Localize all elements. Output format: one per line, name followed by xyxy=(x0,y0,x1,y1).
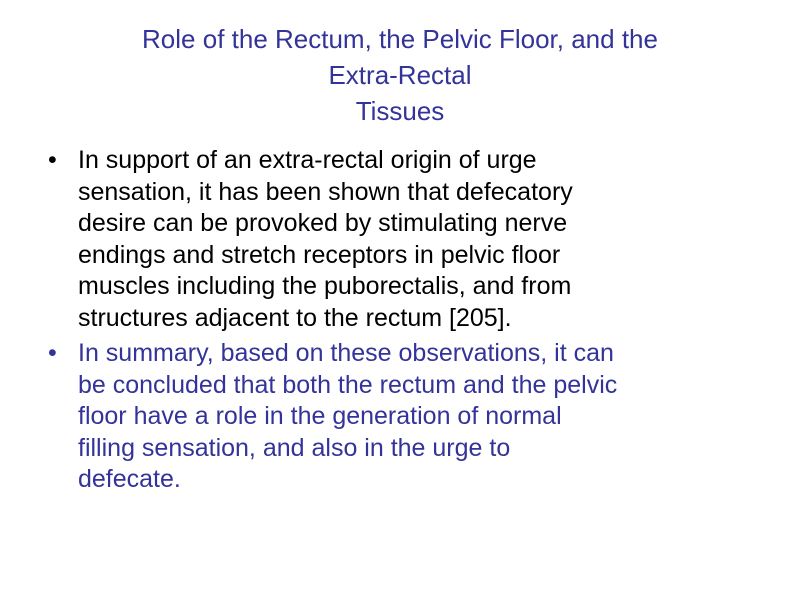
bullet-dot-icon: • xyxy=(48,339,57,367)
bullet-line: In support of an extra-rectal origin of urge xyxy=(78,146,537,174)
bullet-line: be concluded that both the rectum and the pelvic xyxy=(78,370,618,399)
bullet-line: floor have a role in the generation of normal xyxy=(78,402,562,430)
slide-title xyxy=(60,21,740,129)
bullet-line: structures adjacent to the rectum [205]. xyxy=(78,303,512,332)
bullet-line: filling sensation, and also in the urge to xyxy=(78,433,511,462)
title-line: Extra-Rectal xyxy=(328,60,472,90)
bullet-line: defecate. xyxy=(78,465,181,493)
bullet-list xyxy=(46,145,766,500)
bullet-line: endings and stretch receptors in pelvic floor xyxy=(78,240,561,269)
bullet-item xyxy=(46,145,766,334)
bullet-text xyxy=(78,145,766,334)
bullet-line: muscles including the puborectalis, and from xyxy=(78,272,572,300)
bullet-item xyxy=(46,338,766,496)
bullet-dot-icon: • xyxy=(48,146,57,174)
bullet-text xyxy=(78,338,766,496)
title-line: Tissues xyxy=(355,96,445,126)
bullet-line: desire can be provoked by stimulating nerve xyxy=(78,209,568,237)
title-line: Role of the Rectum, the Pelvic Floor, and the xyxy=(142,24,658,54)
bullet-line: sensation, it has been shown that defecatory xyxy=(78,177,573,206)
bullet-line: In summary, based on these observations, it can xyxy=(78,339,614,367)
